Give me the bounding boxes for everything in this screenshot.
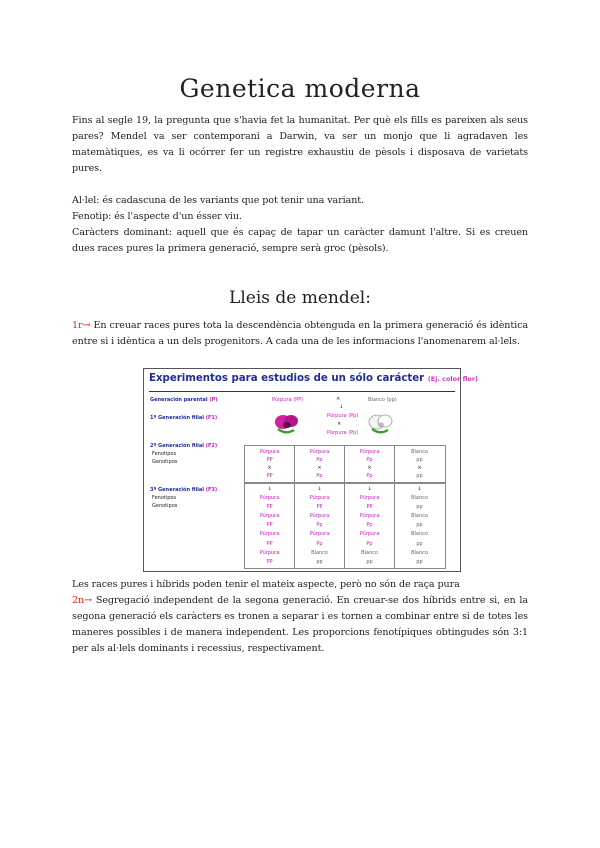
f3-cell: PP: [266, 504, 273, 511]
f3-cell: Blanco: [311, 549, 328, 556]
f3-cell: Púrpura: [309, 513, 330, 520]
arrow-down-icon: ↓: [339, 404, 344, 410]
intro-paragraph: Fins al segle 19, la pregunta que s'havia fet la humanitat. Per què els fills es pareixen als seus pares? Mendel va ser contemporani a Darwin, va ser un monjo que li agradaven les matemàtiques, es va li ocórrer fer un registre exhaustiu de pèsols i disposava de varietats pures.: [72, 115, 528, 174]
label-genotipos-f3: Genotipos: [152, 503, 178, 509]
f1-purple-b: Púrpura (Pp): [327, 430, 359, 436]
f2-cell: PP: [266, 457, 273, 463]
f3-cell: Púrpura: [259, 531, 280, 538]
f3-cell: Púrpura: [259, 495, 280, 502]
f3-cell: pp: [416, 558, 423, 565]
f3-cell: PP: [266, 540, 273, 547]
label-fenotipos-f2: Fenotipos: [152, 451, 177, 457]
f3-cell: Pp: [316, 522, 323, 529]
f3-cell: Blanco: [411, 495, 428, 502]
f3-cell: pp: [416, 540, 423, 547]
f2-column: [295, 448, 344, 480]
f3-cell: Púrpura: [309, 495, 330, 502]
f3-cell: pp: [416, 504, 423, 511]
f3-cell: Blanco: [411, 549, 428, 556]
f3-cell: Blanco: [411, 531, 428, 538]
parental-cross: ×: [336, 396, 341, 402]
f2-cell: Pp: [366, 473, 373, 479]
f3-column: [295, 485, 344, 567]
f2-cell: Blanco: [411, 449, 428, 455]
f2-cell: pp: [416, 473, 423, 479]
definition-allel: Al·lel: és cadascuna de les variants que pot tenir una variant.: [72, 195, 364, 206]
f3-cell: PP: [366, 504, 373, 511]
law-1-text: En creuar races pures tota la descendència obtenguda en la primera generació és idèntica entre si i idèntica a un dels progenitors. A cada una de les informacions l'anomenarem al·lels.: [72, 320, 528, 347]
f3-cell: ↓: [367, 486, 372, 492]
purple-flower-icon: [274, 411, 300, 435]
f2-cell: Pp: [316, 457, 323, 463]
law-2-paragraph: [72, 593, 528, 657]
page-title: Genetica moderna: [179, 74, 421, 103]
f2-column: [345, 448, 394, 480]
f3-column: [245, 485, 294, 567]
law-1-paragraph: [72, 318, 528, 350]
f2-cell: Púrpura: [259, 449, 280, 455]
parental-purple: Púrpura (PP): [272, 397, 304, 403]
f2-cell: pp: [416, 457, 423, 463]
after-figure-paragraph: Les races pures i híbrids poden tenir el mateix aspecte, però no són de raça pura: [72, 579, 460, 590]
f3-cell: Pp: [366, 540, 373, 547]
f2-cell: ×: [367, 465, 372, 471]
label-f1: 1ª Generación filial (F1): [150, 415, 218, 421]
f3-cell: pp: [416, 522, 423, 529]
law-2-text: Segregació independent de la segona generació. En creuar-se dos híbrids entre si, en la segona generació els caràcters es tronen a separar i es tornen a combinar entre si de totes les maneres possibles i de manera independent. Les proporcions fenotípiques obtingudes són 3:1 per als al·lels dominants i recessius, respectivament.: [72, 595, 528, 654]
f3-cell: Púrpura: [359, 513, 380, 520]
law-2-label: 2n→: [72, 595, 93, 606]
f3-cell: PP: [266, 522, 273, 529]
f2-cell: Púrpura: [359, 449, 380, 455]
f3-cell: Pp: [366, 522, 373, 529]
f3-cell: pp: [366, 558, 373, 565]
f2-cell: ×: [317, 465, 322, 471]
definition-fenotip: Fenotip: és l'aspecte d'un ésser viu.: [72, 211, 242, 222]
definition-dominant: Caràcters dominant: aquell que és capaç de tapar un caràcter damunt l'altre. Si es creuen dues races pures la primera generació, sempre serà groc (pèsols).: [72, 227, 528, 254]
label-genotipos-f2: Genotipos: [152, 459, 178, 465]
f2-column: [395, 448, 444, 480]
f3-cell: Púrpura: [359, 495, 380, 502]
f3-cell: Pp: [316, 540, 323, 547]
f2-cell: Pp: [366, 457, 373, 463]
f3-cell: ↓: [317, 486, 322, 492]
f2-cell: PP: [266, 473, 273, 479]
f2-cell: ×: [267, 465, 272, 471]
f3-cell: Púrpura: [259, 513, 280, 520]
f2-cell: Púrpura: [309, 449, 330, 455]
f2-cell: ×: [417, 465, 422, 471]
f2-column: [245, 448, 294, 480]
f2-cell: Pp: [316, 473, 323, 479]
f3-cell: Púrpura: [309, 531, 330, 538]
f3-table: [244, 483, 446, 569]
figure-title: Experimentos para estudios de un sólo carácter (Ej. color flor): [149, 373, 479, 384]
f3-column: [345, 485, 394, 567]
label-parental: Generación parental (P): [150, 397, 218, 403]
section-heading: Lleis de mendel:: [229, 288, 371, 308]
label-fenotipos-f3: Fenotipos: [152, 495, 177, 501]
parental-white: Blanco (pp): [368, 397, 397, 403]
f3-cell: pp: [316, 558, 323, 565]
mendel-experiment-figure: [143, 368, 479, 572]
f3-column: [395, 485, 444, 567]
f3-cell: Púrpura: [359, 531, 380, 538]
f3-cell: ↓: [417, 486, 422, 492]
f3-cell: ↓: [267, 486, 272, 492]
label-f2: 2ª Generación filial (F2): [150, 443, 218, 449]
f1-cross: ×: [337, 421, 342, 427]
f3-cell: PP: [266, 558, 273, 565]
label-f3: 3ª Generación filial (F3): [150, 487, 218, 493]
white-flower-icon: [368, 411, 394, 435]
f2-table: [244, 445, 446, 483]
f3-cell: Blanco: [361, 549, 378, 556]
f1-purple-a: Púrpura (Pp): [327, 413, 359, 419]
law-1-label: 1r→: [72, 320, 91, 331]
figure-divider: [149, 391, 455, 392]
f3-cell: Blanco: [411, 513, 428, 520]
figure-subtitle: (Ej. color flor): [427, 375, 479, 383]
f3-cell: PP: [316, 504, 323, 511]
f3-cell: Púrpura: [259, 549, 280, 556]
